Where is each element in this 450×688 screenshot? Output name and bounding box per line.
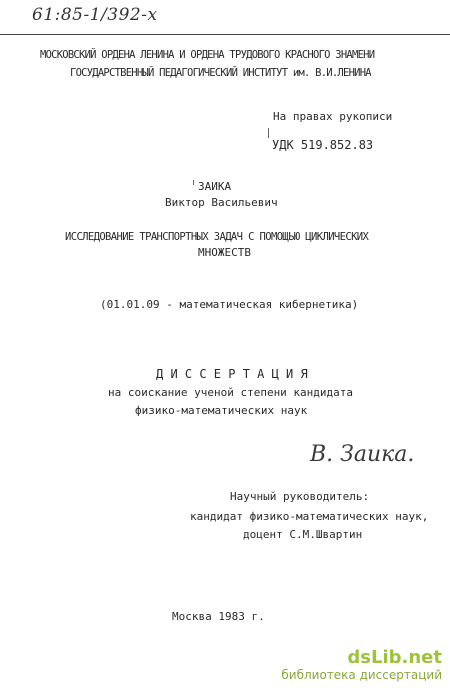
author-name: Виктор Васильевич: [165, 196, 278, 209]
archive-code: 61:85-1/392-х: [32, 5, 158, 25]
degree-line-1: на соискание ученой степени кандидата: [108, 386, 354, 399]
degree-line-2: физико-математических наук: [135, 404, 308, 417]
institution-line-1: МОСКОВСКИЙ ОРДЕНА ЛЕНИНА И ОРДЕНА ТРУДОВОГО КРАСНОГО ЗНАМЕНИ: [40, 49, 375, 61]
author-surname: ЗАИКА: [198, 180, 232, 193]
place-year: Москва 1983 г.: [172, 610, 265, 623]
rights-note: На правах рукописи: [273, 110, 393, 123]
margin-mark: [268, 128, 269, 138]
document-type-heading: Д И С С Е Р Т А Ц И Я: [156, 367, 308, 381]
institution-line-2: ГОСУДАРСТВЕННЫЙ ПЕДАГОГИЧЕСКИЙ ИНСТИТУТ им. В.И.ЛЕНИНА: [70, 67, 371, 79]
author-signature: В. Заика.: [310, 442, 415, 467]
watermark: [281, 648, 442, 682]
header-rule: [0, 34, 450, 35]
watermark-brand: dsLib.net: [347, 647, 442, 668]
supervisor-line-2: доцент С.М.Швартин: [243, 528, 363, 541]
watermark-tagline: библиотека диссертаций: [281, 668, 442, 682]
title-line-2: МНОЖЕСТВ: [198, 246, 251, 259]
title-line-1: ИССЛЕДОВАНИЕ ТРАНСПОРТНЫХ ЗАДАЧ С ПОМОЩЬЮ ЦИКЛИЧЕСКИХ: [65, 231, 369, 243]
supervisor-label: Научный руководитель:: [230, 490, 370, 503]
supervisor-line-1: кандидат физико-математических наук,: [190, 510, 429, 523]
udc-code: УДК 519.852.83: [272, 138, 374, 152]
margin-mark: [193, 180, 194, 185]
specialty-code: (01.01.09 - математическая кибернетика): [100, 298, 359, 311]
